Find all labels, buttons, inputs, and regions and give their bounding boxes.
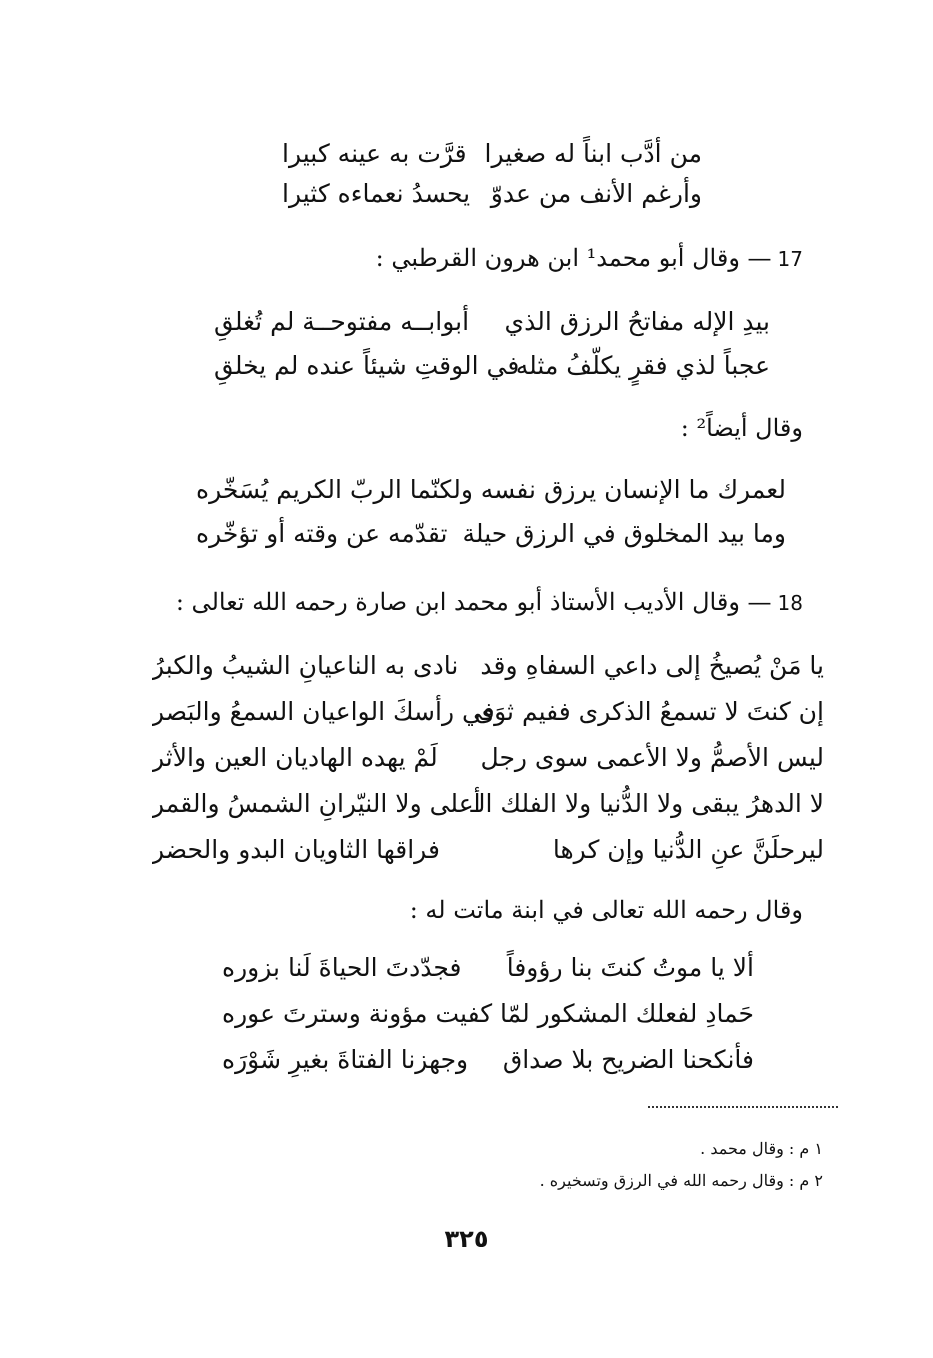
verse-second-hemistich: كفيت مؤونة وسترتَ عوره: [222, 999, 493, 1028]
poem-heading-aydan: [681, 408, 803, 448]
footnote-text: م : وقال محمد .: [700, 1139, 810, 1158]
verse-line: [152, 690, 824, 734]
verse-line: [282, 132, 702, 176]
verse-first-hemistich: لعمرك ما الإنسان يرزق نفسه: [480, 475, 786, 504]
verse-second-hemistich: فجدّدتَ الحياةَ لَنا بزوره: [222, 953, 462, 982]
verse-first-hemistich: من أدَّب ابناً له صغيرا: [484, 139, 702, 168]
verse-second-hemistich: أعلى ولا النيّرانِ الشمسُ والقمر: [152, 789, 481, 818]
verse-second-hemistich: ولكنّما الربّ الكريم يُسَخّره: [196, 475, 473, 504]
heading-text: وقال أيضاً² :: [680, 414, 803, 442]
verse-second-hemistich: تقدّمه عن وقته أو تؤخّره: [196, 519, 448, 548]
verse-second-hemistich: نادى به الناعيانِ الشيبُ والكبرُ: [152, 651, 459, 680]
footnote-mark: ٢: [814, 1171, 823, 1190]
verse-line: [282, 172, 702, 216]
verse-line: [196, 468, 786, 512]
verse-line: [152, 644, 824, 688]
footnote: [540, 1168, 823, 1194]
page-number: ٣٢٥: [444, 1225, 489, 1253]
heading-text: — وقال الأديب الأستاذ أبو محمد ابن صارة رحمه الله تعالى :: [175, 588, 772, 616]
poem-heading-17: [376, 238, 803, 279]
footnote: [700, 1136, 823, 1162]
verse-second-hemistich: أبوابــه مفتوحــة لم تُغلقِ: [214, 307, 470, 336]
verse-first-hemistich: وما بيد المخلوق في الرزق حيلة: [462, 519, 786, 548]
verse-line: [222, 992, 754, 1036]
verse-line: [214, 300, 770, 344]
verse-first-hemistich: ألا يا موتُ كنتَ بنا رؤوفاً: [506, 953, 754, 982]
verse-first-hemistich: وأرغم الأنف من عدوّ: [490, 179, 702, 208]
verse-second-hemistich: في الوقتِ شيئاً عنده لم يخلقِ: [214, 351, 520, 380]
verse-second-hemistich: لَمْ يهده الهاديان العين والأثر: [152, 743, 438, 772]
poem-heading-18: [176, 582, 803, 623]
verse-first-hemistich: لا الدهرُ يبقى ولا الدُّنيا ولا الفلك الـ: [470, 789, 824, 818]
verse-line: [152, 782, 824, 826]
verse-first-hemistich: ليس الأصمُّ ولا الأعمى سوى رجل: [480, 743, 824, 772]
verse-first-hemistich: إن كنتَ لا تسمعُ الذكرى ففيم ثوَى: [474, 697, 824, 726]
verse-second-hemistich: يحسدُ نعماءه كثيرا: [282, 179, 471, 208]
verse-second-hemistich: فراقها الثاويان البدو والحضر: [152, 835, 440, 864]
section-number: 18: [777, 591, 803, 615]
verse-line: [222, 1038, 754, 1082]
verse-first-hemistich: حَمادِ لفعلك المشكور لمّا: [500, 999, 754, 1028]
verse-second-hemistich: في رأسكَ الواعيان السمعُ والبَصر: [152, 697, 495, 726]
poem-heading-ibna: [410, 890, 803, 930]
verse-first-hemistich: عجباً لذي فقرٍ يكلّفُ مثله: [515, 351, 770, 380]
heading-text: — وقال أبو محمد¹ ابن هرون القرطبي :: [375, 244, 772, 272]
verse-line: [222, 946, 754, 990]
verse-line: [196, 512, 786, 556]
verse-line: [152, 736, 824, 780]
footnote-separator: [648, 1106, 838, 1108]
verse-first-hemistich: فأنكحنا الضريح بلا صداق: [502, 1045, 754, 1074]
verse-first-hemistich: ليرحلَنَّ عنِ الدُّنيا وإن كرها: [552, 835, 824, 864]
verse-line: [214, 344, 770, 388]
footnote-mark: ١: [814, 1139, 823, 1158]
verse-first-hemistich: بيدِ الإله مفاتحُ الرزق الذي: [504, 307, 770, 336]
section-number: 17: [777, 247, 803, 271]
heading-text: وقال رحمه الله تعالى في ابنة ماتت له :: [409, 896, 803, 924]
footnote-text: م : وقال رحمه الله في الرزق وتسخيره .: [539, 1171, 810, 1190]
verse-line: [152, 828, 824, 872]
verse-second-hemistich: وجهزنا الفتاةَ بغيرِ شَوْرَه: [222, 1045, 469, 1074]
verse-first-hemistich: يا مَنْ يُصيخُ إلى داعي السفاهِ وقد: [480, 651, 824, 680]
verse-second-hemistich: قرَّت به عينه كبيرا: [282, 139, 467, 168]
